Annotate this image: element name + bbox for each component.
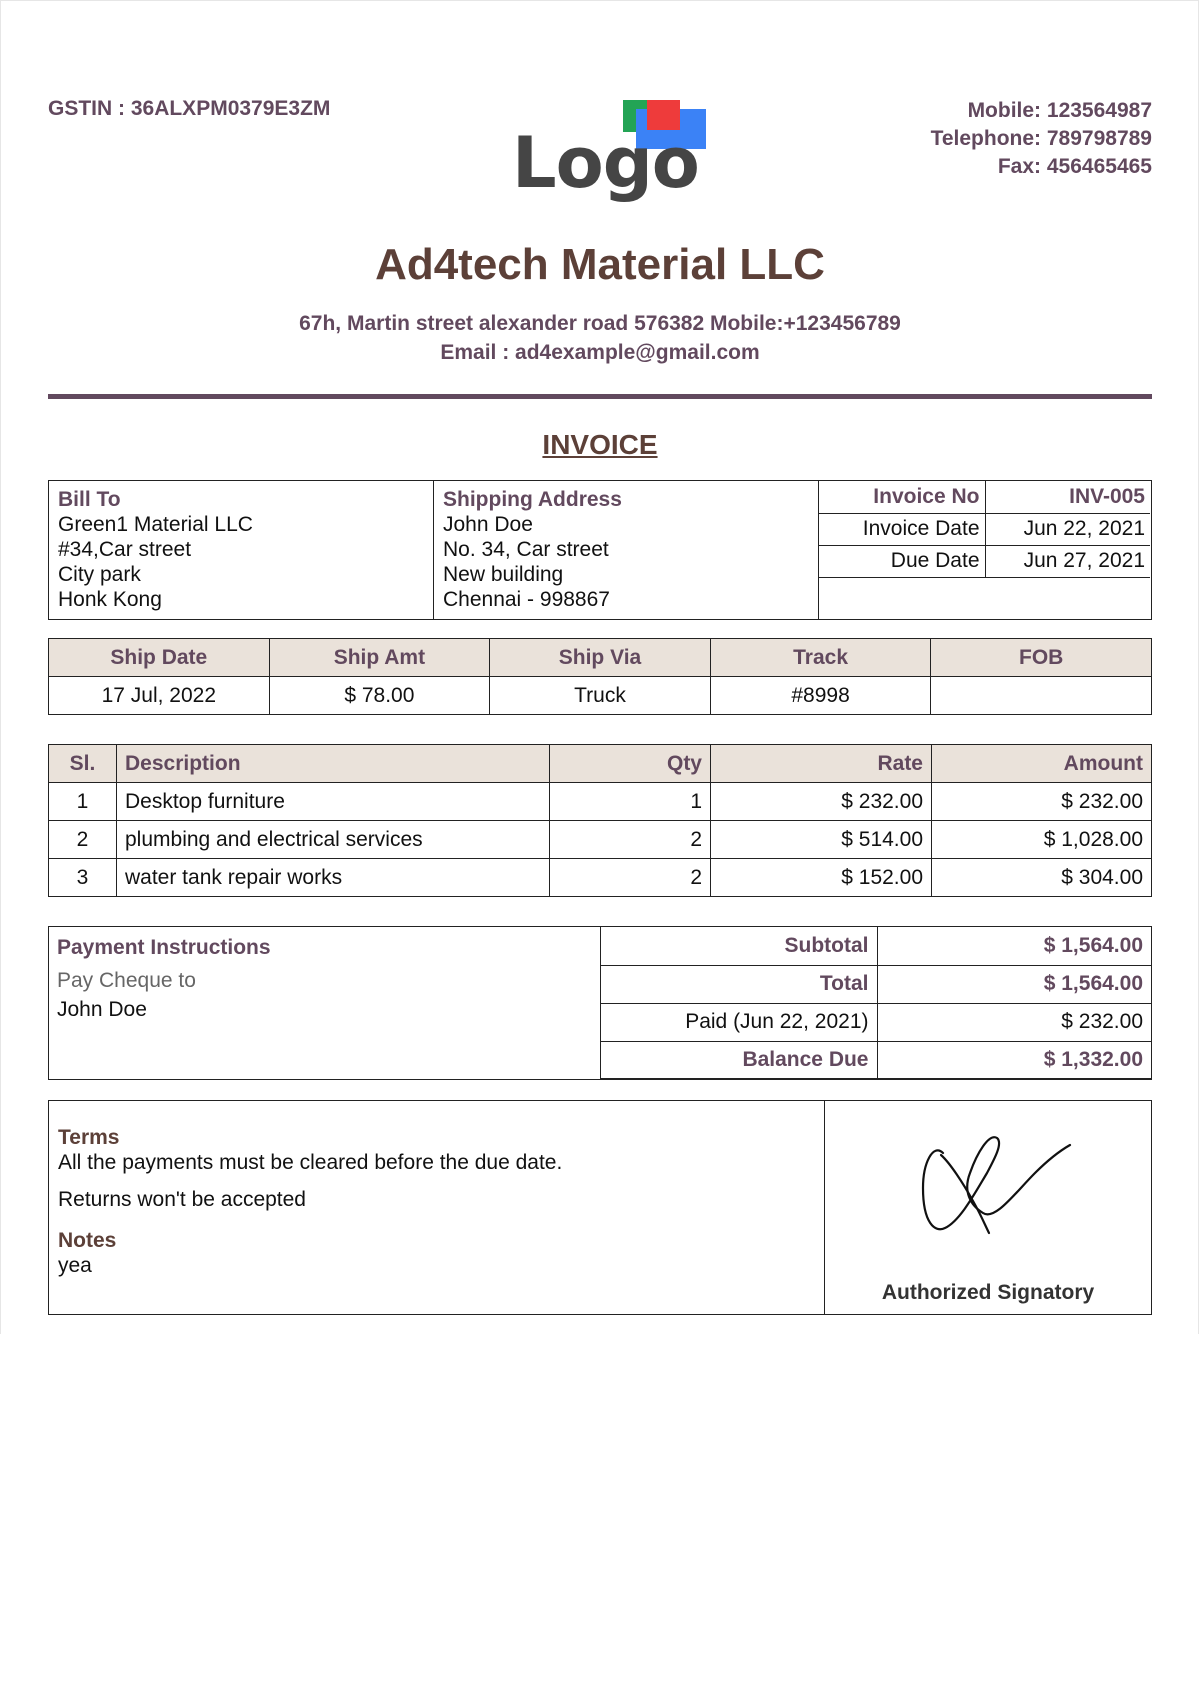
- notes-text: yea: [58, 1254, 92, 1277]
- item-rate: $ 514.00: [711, 821, 932, 859]
- terms-block: [48, 1100, 1152, 1315]
- payment-heading: Payment Instructions: [57, 936, 271, 959]
- subtotal-label: Subtotal: [601, 927, 877, 965]
- item-description: plumbing and electrical services: [117, 821, 550, 859]
- fax-number: Fax: 456465465: [997, 155, 1152, 178]
- invoice-meta: [819, 481, 1150, 578]
- item-qty: 1: [550, 783, 711, 821]
- totals-section: [601, 927, 1151, 1080]
- ship-amt-value: $ 78.00: [269, 677, 490, 715]
- telephone-number: Telephone: 789798789: [930, 127, 1152, 150]
- fob-header: FOB: [931, 639, 1152, 677]
- due-date-row: [819, 545, 1150, 577]
- terms-notes-section: [49, 1101, 825, 1314]
- document-title: INVOICE: [542, 429, 658, 460]
- totals-table: [601, 927, 1151, 1080]
- item-qty: 2: [550, 859, 711, 897]
- description-header: Description: [117, 745, 550, 783]
- item-amount: $ 1,028.00: [932, 821, 1152, 859]
- company-logo: [512, 96, 712, 206]
- invoice-meta-table: [819, 481, 1150, 578]
- bill-to-section: [49, 481, 434, 619]
- total-label: Total: [601, 965, 877, 1003]
- item-amount: $ 304.00: [932, 859, 1152, 897]
- item-rate: $ 152.00: [711, 859, 932, 897]
- terms-line: Returns won't be accepted: [58, 1188, 306, 1211]
- terms-line: All the payments must be cleared before the due date.: [58, 1151, 563, 1174]
- balance-due-row: [601, 1041, 1151, 1079]
- bill-to-line: Green1 Material LLC: [58, 513, 253, 536]
- bill-to-heading: Bill To: [58, 488, 121, 511]
- item-sl: 1: [49, 783, 117, 821]
- due-date-label: Due Date: [819, 545, 985, 577]
- rate-header: Rate: [711, 745, 932, 783]
- table-row: [49, 821, 1152, 859]
- gstin: GSTIN : 36ALXPM0379E3ZM: [48, 97, 331, 120]
- authorized-signatory-label: Authorized Signatory: [881, 1281, 1095, 1304]
- fob-value: [931, 677, 1152, 715]
- shipping-header-row: [49, 639, 1152, 677]
- subtotal-row: [601, 927, 1151, 965]
- bill-to-line: City park: [58, 563, 141, 586]
- ship-date-header: Ship Date: [49, 639, 270, 677]
- paid-row: [601, 1003, 1151, 1041]
- item-sl: 2: [49, 821, 117, 859]
- track-value: #8998: [710, 677, 931, 715]
- track-header: Track: [710, 639, 931, 677]
- shipping-address-section: [434, 481, 819, 619]
- pay-to-label: Pay Cheque to: [57, 969, 196, 992]
- shipping-line: No. 34, Car street: [443, 538, 609, 561]
- shipping-line: John Doe: [443, 513, 533, 536]
- company-email: Email : ad4example@gmail.com: [440, 341, 760, 364]
- mobile-number: Mobile: 123564987: [967, 99, 1152, 122]
- total-value: $ 1,564.00: [877, 965, 1151, 1003]
- bill-to-line: #34,Car street: [58, 538, 192, 561]
- item-rate: $ 232.00: [711, 783, 932, 821]
- item-description: water tank repair works: [117, 859, 550, 897]
- invoice-no-value: INV-005: [985, 481, 1150, 513]
- shipping-heading: Shipping Address: [443, 488, 622, 511]
- logo-wordmark: Logo: [512, 122, 699, 204]
- due-date-value: Jun 27, 2021: [985, 545, 1150, 577]
- balance-due-value: $ 1,332.00: [877, 1041, 1151, 1079]
- invoice-date-row: [819, 513, 1150, 545]
- ship-via-value: Truck: [490, 677, 711, 715]
- item-qty: 2: [550, 821, 711, 859]
- paid-label: Paid (Jun 22, 2021): [601, 1003, 877, 1041]
- shipping-table: [48, 638, 1152, 715]
- table-row: [49, 783, 1152, 821]
- item-sl: 3: [49, 859, 117, 897]
- signature-area: [825, 1101, 1151, 1314]
- qty-header: Qty: [550, 745, 711, 783]
- line-items-table: [48, 744, 1152, 897]
- payment-instructions: [49, 927, 601, 1079]
- terms-heading: Terms: [58, 1126, 120, 1149]
- total-row: [601, 965, 1151, 1003]
- amount-header: Amount: [932, 745, 1152, 783]
- company-address-line: 67h, Martin street alexander road 576382 Mobile:+123456789: [299, 312, 901, 335]
- subtotal-value: $ 1,564.00: [877, 927, 1151, 965]
- ship-date-value: 17 Jul, 2022: [49, 677, 270, 715]
- payment-block: [48, 926, 1152, 1080]
- bill-to-line: Honk Kong: [58, 588, 162, 611]
- shipping-line: New building: [443, 563, 564, 586]
- address-block: [48, 480, 1152, 620]
- sl-header: Sl.: [49, 745, 117, 783]
- table-row: [49, 859, 1152, 897]
- pay-to-name: John Doe: [57, 998, 147, 1021]
- company-name: Ad4tech Material LLC: [375, 240, 825, 289]
- invoice-date-label: Invoice Date: [819, 513, 985, 545]
- notes-heading: Notes: [58, 1229, 117, 1252]
- shipping-line: Chennai - 998867: [443, 588, 610, 611]
- company-address: [0, 309, 1200, 367]
- ship-amt-header: Ship Amt: [269, 639, 490, 677]
- items-header-row: [49, 745, 1152, 783]
- header-divider: [48, 394, 1152, 399]
- signature-icon: [915, 1113, 1075, 1258]
- item-description: Desktop furniture: [117, 783, 550, 821]
- invoice-date-value: Jun 22, 2021: [985, 513, 1150, 545]
- invoice-no-label: Invoice No: [819, 481, 985, 513]
- balance-due-label: Balance Due: [601, 1041, 877, 1079]
- ship-via-header: Ship Via: [490, 639, 711, 677]
- item-amount: $ 232.00: [932, 783, 1152, 821]
- contact-info: [931, 97, 1152, 181]
- invoice-no-row: [819, 481, 1150, 513]
- paid-value: $ 232.00: [877, 1003, 1151, 1041]
- shipping-value-row: [49, 677, 1152, 715]
